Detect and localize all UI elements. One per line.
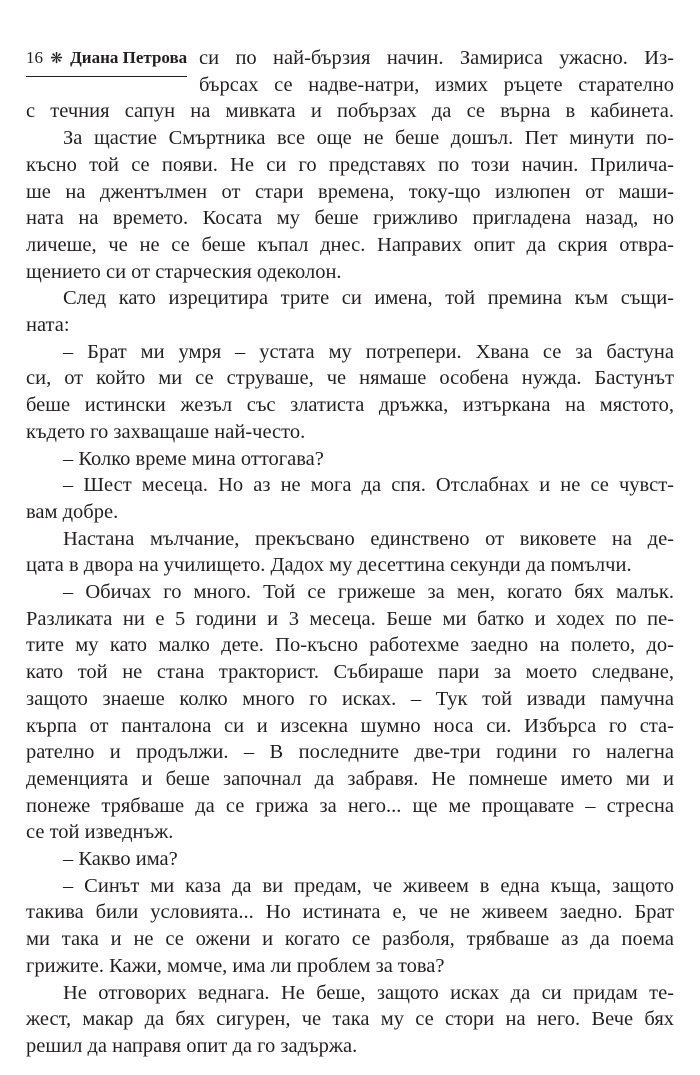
- text-line: личеше, че не се беше къпал днес. Направих опит да скрия отвра-: [26, 233, 674, 256]
- text-line: ми така и не се ожени и когато се разболя, трябваше аз да поема: [26, 928, 674, 951]
- text-line: Не отговорих веднага. Не беше, защото исках да си придам те-: [63, 981, 674, 1004]
- text-line: цата в двора на училището. Дадох му десеттина секунди да помълчи.: [26, 554, 632, 577]
- page-number: 16: [26, 48, 43, 67]
- text-line: – Какво има?: [63, 848, 178, 871]
- text-line: такива били условията... Но истината е, че не живеем заедно. Брат: [26, 901, 674, 924]
- text-line: решил да направя опит да го задържа.: [26, 1035, 358, 1057]
- text-line: понеже трябваше да се грижа за него... ще ме прощавате – стресна: [26, 794, 674, 817]
- author-name: Диана Петрова: [70, 48, 188, 67]
- text-line: – Шест месеца. Но аз не мога да спя. Отслабнах и не се чувст-: [63, 474, 674, 497]
- text-line: бърсах се надве-натри, измих ръцете старателно: [199, 73, 674, 96]
- running-header: [26, 44, 187, 77]
- text-line: с течния сапун на мивката и побързах да се върна в кабинета.: [26, 100, 674, 123]
- text-line: си по най-бързия начин. Замириса ужасно. Из-: [199, 47, 674, 69]
- text-line: рателно и продължи. – В последните две-три години го налегна: [26, 741, 674, 764]
- text-line: ше на джентълмен от стари времена, току-що излюпен от маши-: [26, 180, 674, 203]
- text-line: се той изведнъж.: [26, 821, 174, 844]
- text-line: деменцията и беше започнал да забравя. Не помнеше името ми и: [26, 767, 674, 790]
- text-line: След като изрецитира трите си имена, той премина към същи-: [63, 287, 674, 310]
- text-line: си, от който ми се струваше, че нямаше особена нужда. Бастунът: [26, 367, 674, 390]
- text-line: късно той се появи. Не си го представях по този начин. Прилича-: [26, 153, 674, 176]
- text-line: като той не стана тракторист. Събираше пари за моето следване,: [26, 661, 674, 684]
- text-line: ната на времето. Косата му беше грижливо пригладена назад, но: [26, 207, 674, 230]
- text-line: – Обичах го много. Той се грижеше за мен, когато бях малък.: [63, 581, 674, 604]
- text-line: грижите. Кажи, момче, има ли проблем за това?: [26, 954, 445, 977]
- text-line: Разликата ни е 5 години и 3 месеца. Беше ми батко и ходех по пе-: [26, 607, 674, 630]
- text-line: – Синът ми каза да ви предам, че живеем в една къща, защото: [63, 874, 674, 897]
- text-line: ната:: [26, 314, 70, 337]
- text-line: беше истински жезъл със златиста дръжка, изтъркана на мястото,: [26, 394, 674, 417]
- text-line: щението си от старческия одеколон.: [26, 260, 342, 283]
- text-line: където го захващаше най-често.: [26, 420, 306, 443]
- text-line: Настана мълчание, прекъсвано единствено от виковете на де-: [63, 527, 674, 550]
- text-line: вам добре.: [26, 500, 119, 523]
- text-line: – Колко време мина оттогава?: [63, 447, 324, 470]
- ornament-icon: ❋: [50, 51, 63, 67]
- text-line: За щастие Смъртника все още не беше дошъл. Пет минути по-: [63, 127, 674, 150]
- text-line: жест, макар да бях сигурен, че така му се стори на него. Вече бях: [26, 1008, 674, 1031]
- text-line: тите му като малко дете. По-късно работехме заедно на полето, до-: [26, 634, 674, 657]
- text-line: кърпа от панталона си и изсекна шумно носа си. Избърса го ста-: [26, 714, 674, 737]
- text-line: – Брат ми умря – устата му потрепери. Хвана се за бастуна: [63, 340, 674, 363]
- text-line: защото знаеше колко много го исках. – Тук той извади памучна: [26, 687, 674, 710]
